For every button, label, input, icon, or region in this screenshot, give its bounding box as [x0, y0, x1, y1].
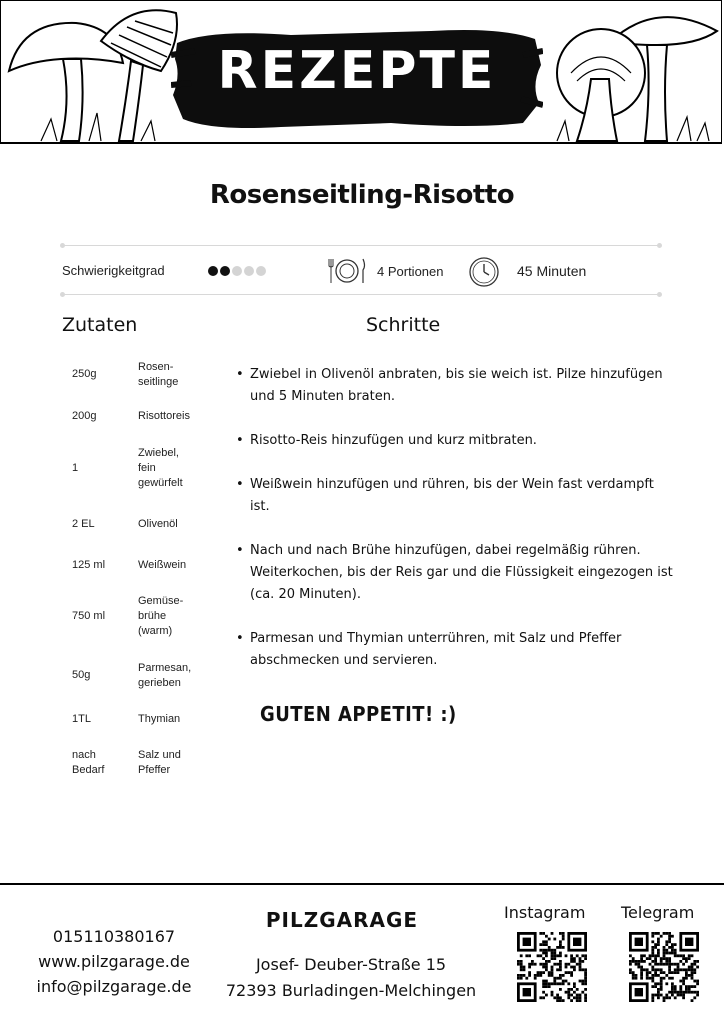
- address-city: 72393 Burladingen-Melchingen: [225, 981, 477, 1000]
- difficulty-dot: [244, 266, 254, 276]
- divider-bottom: [62, 294, 660, 295]
- brand-name: PILZGARAGE: [265, 908, 419, 932]
- ingredient-name: Olivenöl: [138, 518, 178, 530]
- contact-block: [24, 924, 204, 999]
- header-banner: [0, 0, 722, 144]
- phone-number[interactable]: 015110380167: [52, 927, 176, 946]
- website-link[interactable]: www.pilzgarage.de: [38, 952, 190, 971]
- recipe-meta: [62, 256, 660, 286]
- ingredient-name: Parmesan, gerieben: [138, 662, 192, 689]
- steps-heading: Schritte: [366, 314, 441, 336]
- ingredient-amount: 750 ml: [72, 610, 106, 622]
- ingredient-name: Rosen- seitlinge: [138, 361, 179, 388]
- step-item: • Parmesan und Thymian unterrühren, mit Salz und Pfeffer abschmecken und servieren.: [236, 628, 676, 672]
- step-item: • Weißwein hinzufügen und rühren, bis der Wein fast verdampft ist.: [236, 474, 676, 518]
- ingredient-name: Thymian: [138, 713, 181, 725]
- mushroom-left-illustration: [1, 1, 191, 144]
- difficulty-dot: [256, 266, 266, 276]
- ingredient-amount: 125 ml: [72, 559, 106, 571]
- step-item: • Nach und nach Brühe hinzufügen, dabei regelmäßig rühren. Weiterkochen, bis der Reis gar und die Flüssigkeit eingezogen ist (ca. 20 Minuten).: [236, 540, 676, 606]
- instagram-label: Instagram: [504, 903, 586, 922]
- difficulty-label: Schwierigkeitgrad: [62, 263, 165, 278]
- plate-cutlery-icon: [328, 256, 366, 286]
- recipe-title: Rosenseitling-Risotto: [209, 180, 515, 210]
- footer-divider: [0, 883, 724, 885]
- ingredient-amount: 200g: [72, 410, 97, 422]
- ingredients-heading: Zutaten: [62, 314, 138, 336]
- portions-value: 4 Portionen: [377, 264, 444, 279]
- ingredient-name: Weißwein: [138, 559, 187, 571]
- ingredient-name: Salz und Pfeffer: [138, 749, 181, 776]
- difficulty-dot: [232, 266, 242, 276]
- telegram-label: Telegram: [621, 903, 695, 922]
- steps-list: [236, 364, 676, 672]
- banner-title: REZEPTE: [217, 41, 497, 101]
- telegram-qr-code[interactable]: [629, 932, 699, 1002]
- step-item: • Zwiebel in Olivenöl anbraten, bis sie weich ist. Pilze hinzufügen und 5 Minuten braten.: [236, 364, 676, 408]
- ingredient-name: Risottoreis: [138, 410, 190, 422]
- ingredient-amount: 1: [72, 462, 79, 474]
- email-link[interactable]: info@pilzgarage.de: [36, 977, 192, 996]
- ingredient-amount: 2 EL: [72, 518, 95, 530]
- ingredient-amount: 50g: [72, 669, 91, 681]
- divider-top: [62, 245, 660, 246]
- ingredient-amount: 1TL: [72, 713, 91, 725]
- difficulty-dot: [220, 266, 230, 276]
- clock-icon: [468, 256, 500, 288]
- instagram-qr-code[interactable]: [517, 932, 587, 1002]
- ingredient-name: Zwiebel, fein gewürfelt: [138, 447, 183, 489]
- ingredient-name: Gemüse- brühe (warm): [138, 595, 184, 637]
- closing-text: GUTEN APPETIT! :): [260, 702, 457, 726]
- difficulty-rating: [208, 264, 268, 279]
- time-value: 45 Minuten: [517, 263, 587, 279]
- address-block: [206, 952, 496, 1004]
- step-item: • Risotto-Reis hinzufügen und kurz mitbraten.: [236, 430, 676, 452]
- ingredient-amount: 250g: [72, 368, 97, 380]
- mushroom-right-illustration: [547, 1, 722, 144]
- address-street: Josef- Deuber-Straße 15: [255, 955, 447, 974]
- difficulty-dot: [208, 266, 218, 276]
- ingredient-amount: nach Bedarf: [72, 749, 105, 776]
